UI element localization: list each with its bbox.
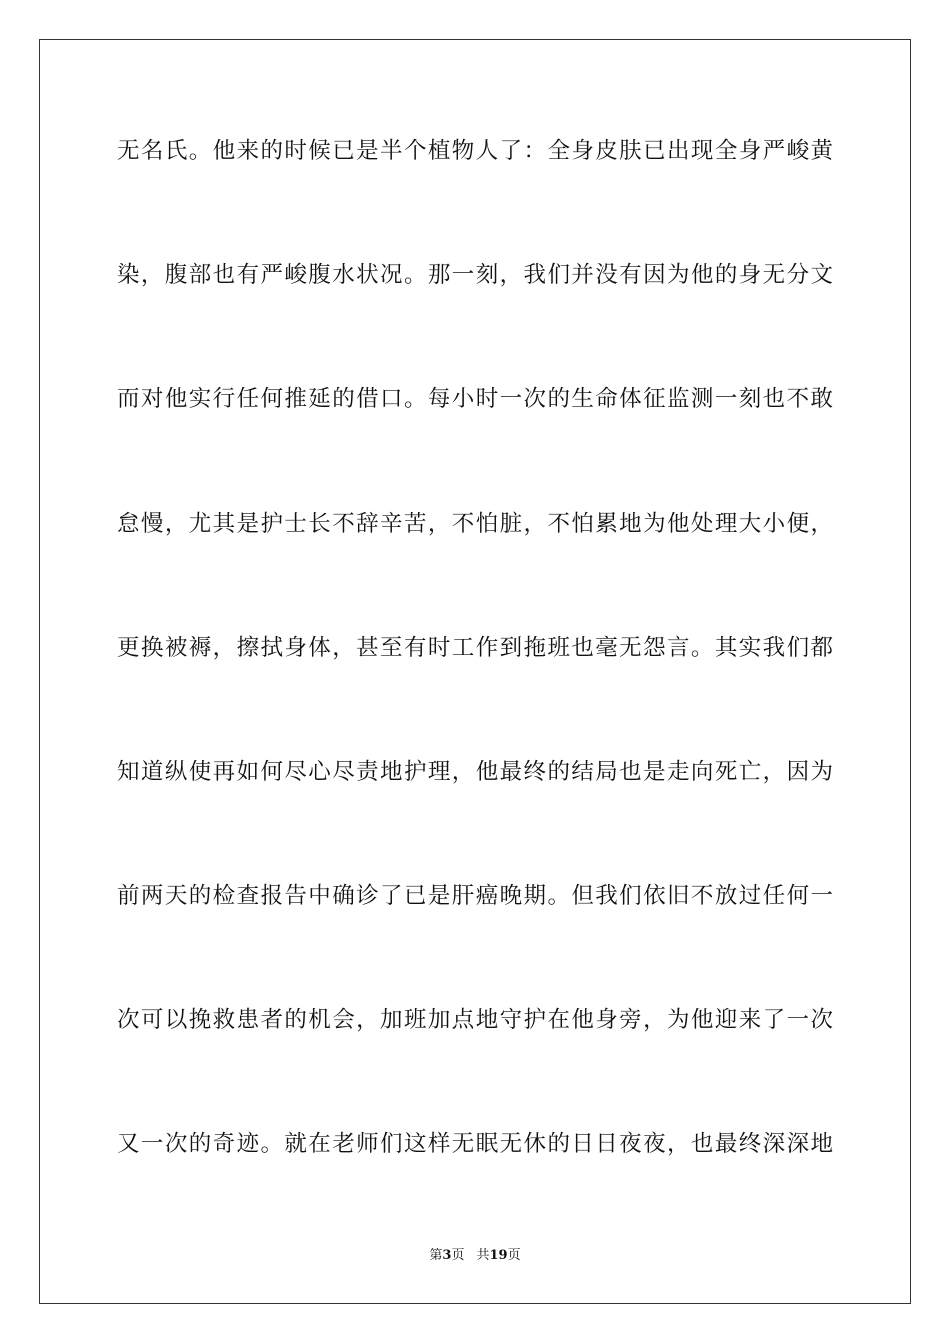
text-line-5: 更换被褥，擦拭身体，甚至有时工作到拖班也毫无怨言。其实我们都 [117,635,833,661]
total-suffix: 页 [507,1248,521,1263]
text-line-6: 知道纵使再如何尽心尽责地护理，他最终的结局也是走向死亡，因为 [117,759,833,785]
page-number: 3 [442,1248,452,1263]
text-line-3: 而对他实行任何推延的借口。每小时一次的生命体征监测一刻也不敢 [117,386,833,412]
page-border [39,39,911,1304]
text-line-4: 怠慢，尤其是护士长不辞辛苦，不怕脏，不怕累地为他处理大小便， [117,511,833,537]
total-pages: 19 [489,1248,508,1263]
text-line-2: 染，腹部也有严峻腹水状况。那一刻，我们并没有因为他的身无分文 [117,262,833,288]
text-line-7: 前两天的检查报告中确诊了已是肝癌晚期。但我们依旧不放过任何一 [117,883,833,909]
text-line-1: 无名氏。他来的时候已是半个植物人了：全身皮肤已出现全身严峻黄 [117,138,833,164]
text-line-9: 又一次的奇迹。就在老师们这样无眠无休的日日夜夜，也最终深深地 [117,1131,833,1157]
page-footer [0,1247,950,1265]
total-prefix: 共 [476,1248,490,1263]
page-prefix: 第 [429,1248,443,1263]
page-suffix: 页 [451,1248,465,1263]
text-line-8: 次可以挽救患者的机会，加班加点地守护在他身旁，为他迎来了一次 [117,1007,833,1033]
